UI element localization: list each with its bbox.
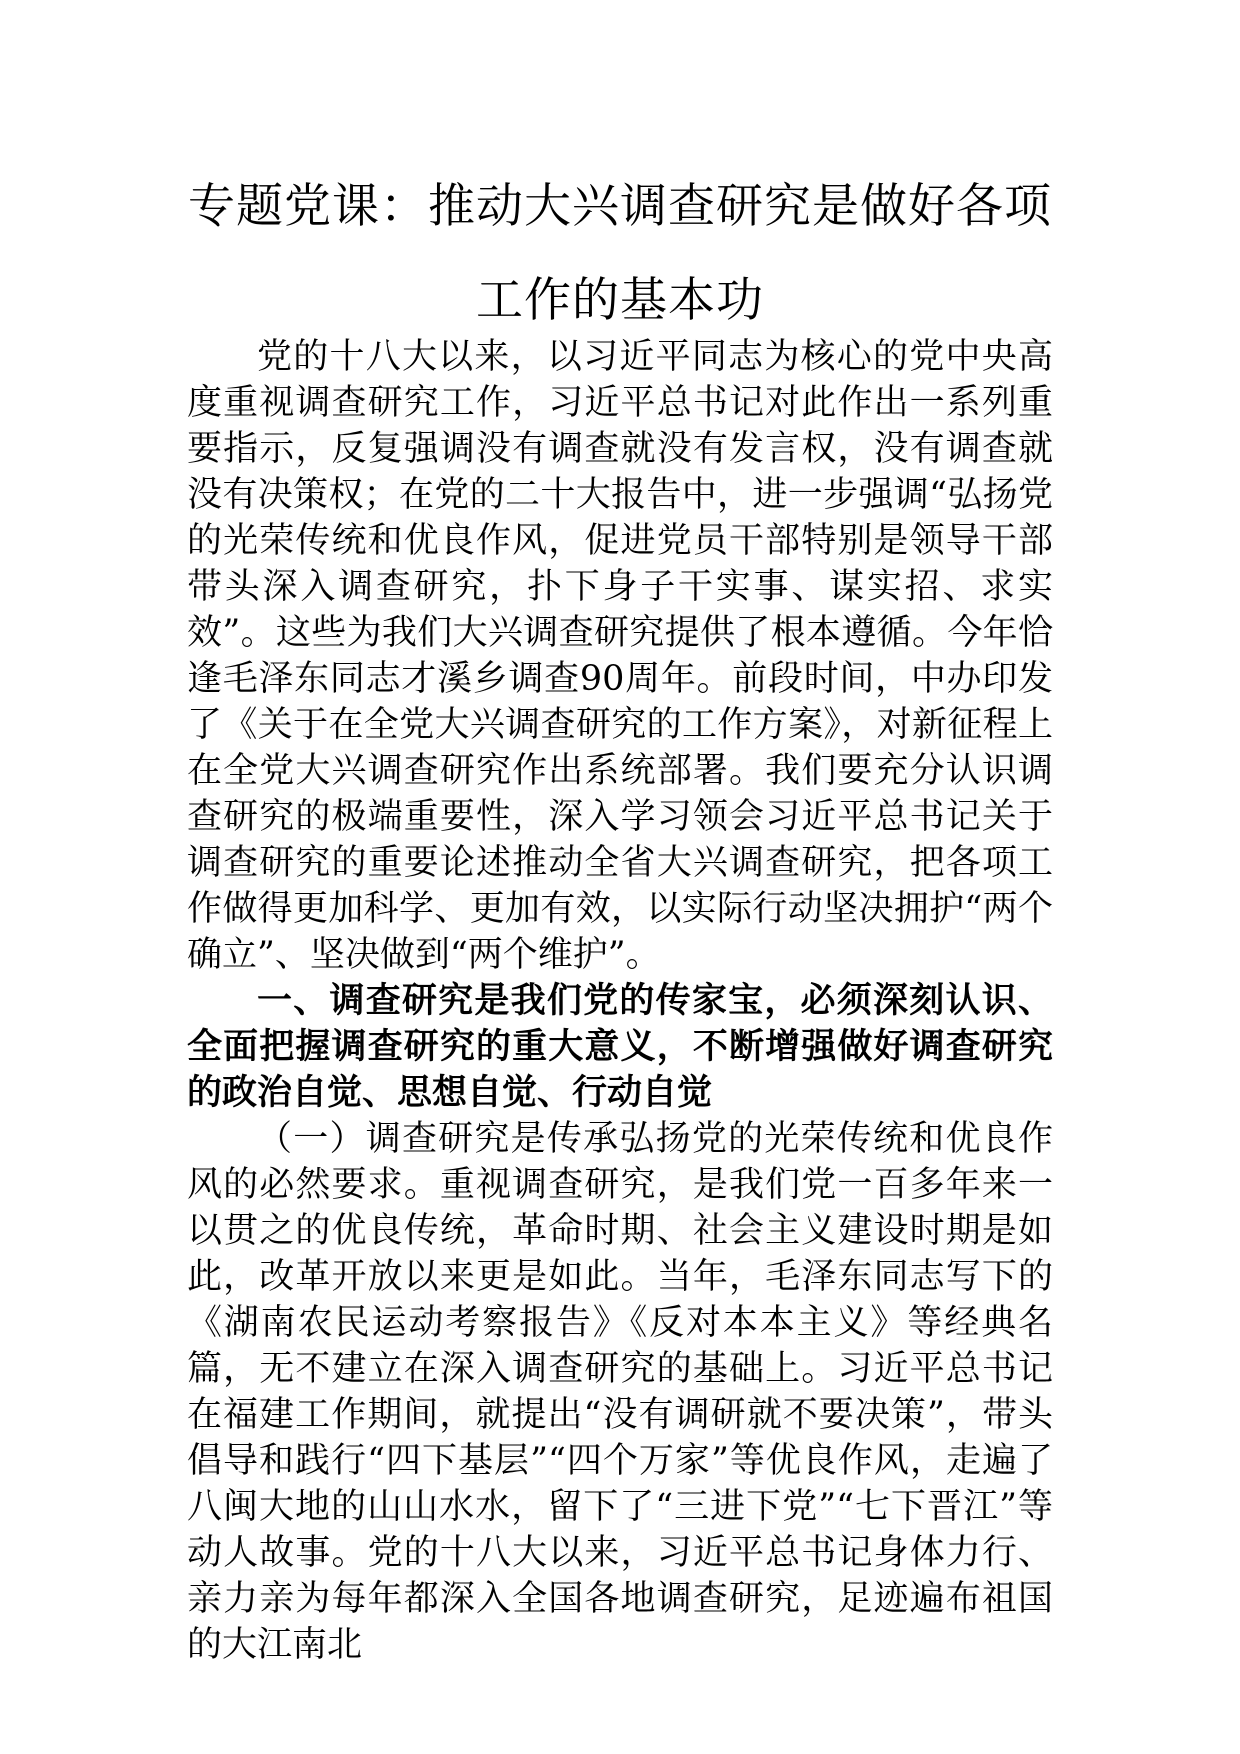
paragraph-intro: 党的十八大以来，以习近平同志为核心的党中央高度重视调查研究工作，习近平总书记对此作出一系列重要指示，反复强调没有调查就没有发言权，没有调查就没有决策权；在党的二十大报告中，进一步强调“弘扬党的光荣传统和优良作风，促进党员干部特别是领导干部带头深入调查研究，扑下身子干实事、谋实招、求实效”。这些为我们大兴调查研究提供了根本遵循。今年恰逢毛泽东同志才溪乡调查90周年。前段时间，中办印发了《关于在全党大兴调查研究的工作方案》，对新征程上在全党大兴调查研究作出系统部署。我们要充分认识调查研究的极端重要性，深入学习领会习近平总书记关于调查研究的重要论述推动全省大兴调查研究，把各项工作做得更加科学、更加有效，以实际行动坚决拥护“两个确立”、坚决做到“两个维护”。 [187, 337, 1053, 975]
title-line-2: 工作的基本功 [476, 273, 764, 328]
title-line-1: 专题党课：推动大兴调查研究是做好各项 [188, 179, 1052, 234]
document-title [150, 160, 1090, 348]
section-heading-1: 一、调查研究是我们党的传家宝，必须深刻认识、全面把握调查研究的重大意义，不断增强做好调查研究的政治自觉、思想自觉、行动自觉 [187, 980, 1053, 1113]
document-body [187, 334, 1053, 1668]
paragraph-subsection-1: （一）调查研究是传承弘扬党的光荣传统和优良作风的必然要求。重视调查研究，是我们党一百多年来一以贯之的优良传统，革命时期、社会主义建设时期是如此，改革开放以来更是如此。当年，毛泽东同志写下的《湖南农民运动考察报告》《反对本本主义》等经典名篇，无不建立在深入调查研究的基础上。习近平总书记在福建工作期间，就提出“没有调研就不要决策”，带头倡导和践行“四下基层”“四个万家”等优良作风，走遍了八闽大地的山山水水，留下了“三进下党”“七下晋江”等动人故事。党的十八大以来，习近平总书记身体力行、亲力亲为每年都深入全国各地调查研究，足迹遍布祖国的大江南北 [187, 1119, 1053, 1665]
